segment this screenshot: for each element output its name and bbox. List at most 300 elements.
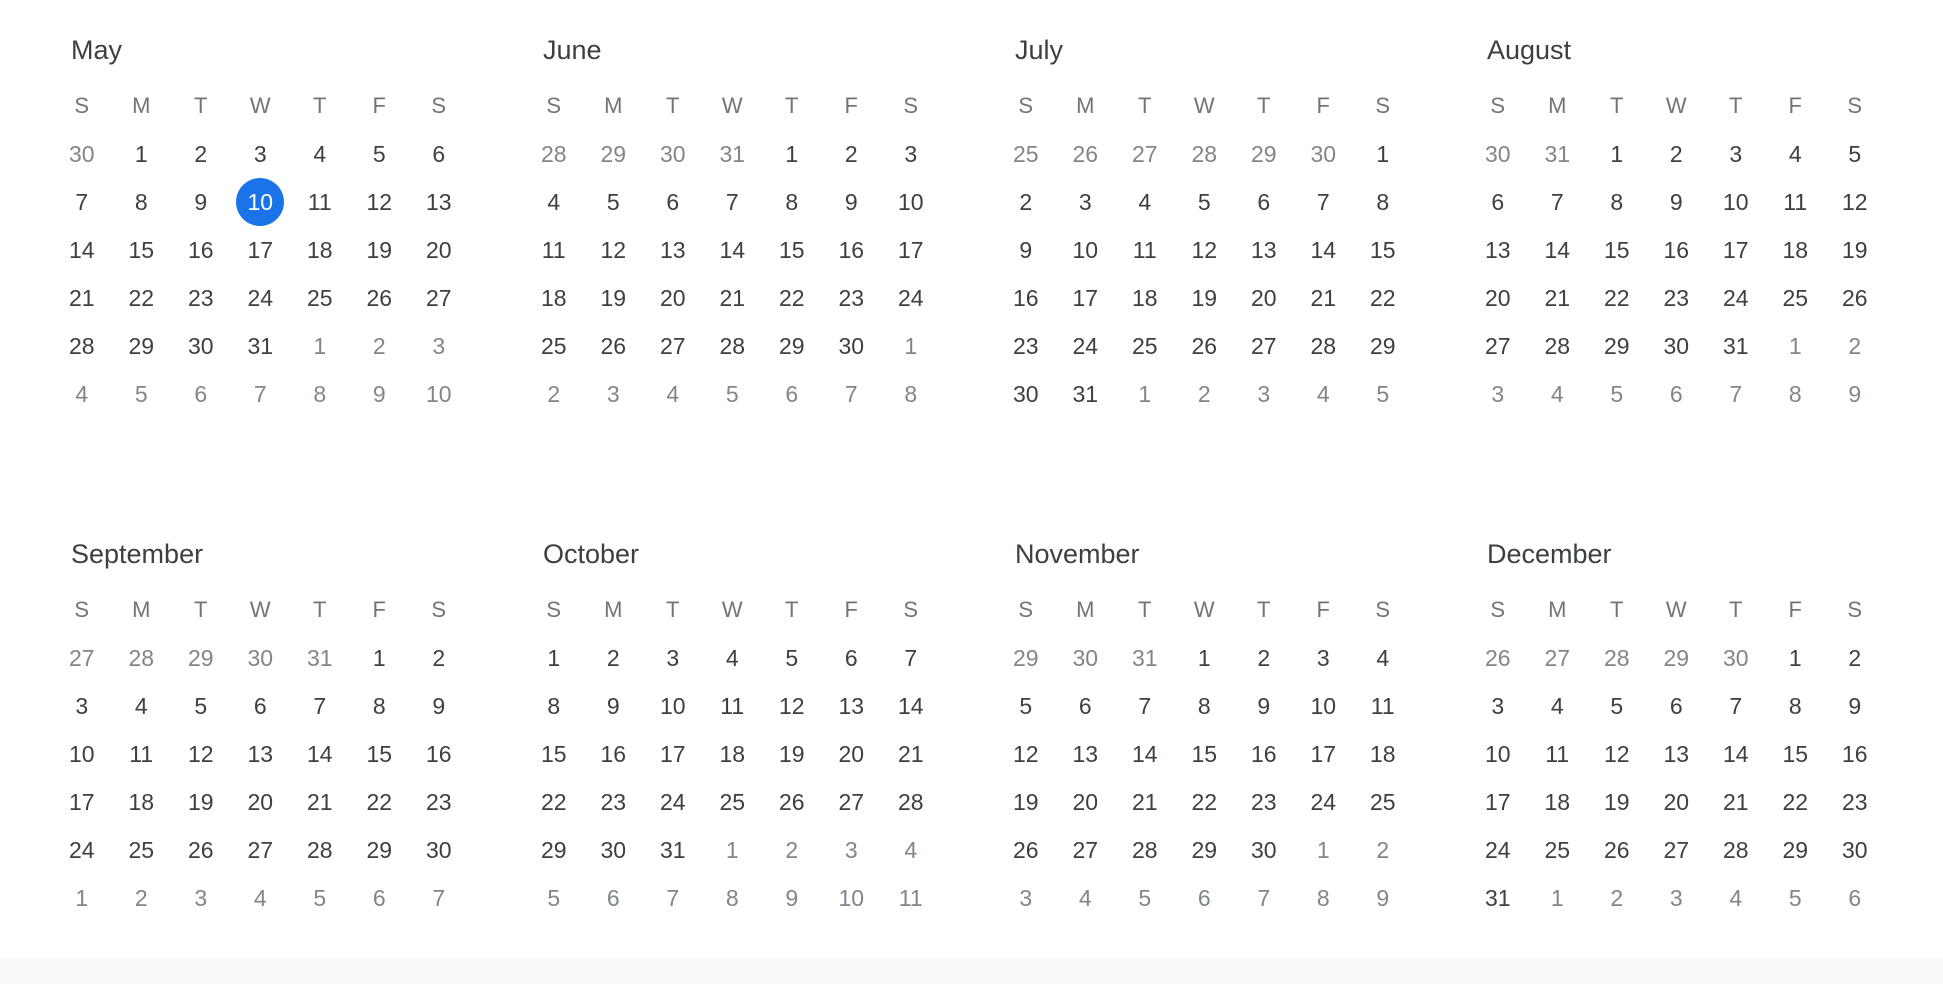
day-cell[interactable]: [996, 682, 1056, 730]
day-cell[interactable]: [409, 682, 469, 730]
day-cell[interactable]: [1587, 322, 1647, 370]
day-cell-other-month[interactable]: [822, 370, 882, 418]
day-cell[interactable]: [1175, 322, 1235, 370]
day-cell-other-month[interactable]: [290, 874, 350, 922]
day-cell-other-month[interactable]: [1766, 370, 1826, 418]
day-cell-other-month[interactable]: [1234, 130, 1294, 178]
day-cell[interactable]: [1766, 730, 1826, 778]
day-cell[interactable]: [1825, 178, 1885, 226]
day-cell[interactable]: [703, 178, 763, 226]
day-cell[interactable]: [762, 730, 822, 778]
day-cell[interactable]: [1706, 130, 1766, 178]
day-cell[interactable]: [1766, 682, 1826, 730]
day-cell-other-month[interactable]: [350, 370, 410, 418]
day-cell[interactable]: [171, 778, 231, 826]
day-cell[interactable]: [290, 178, 350, 226]
day-cell[interactable]: [1468, 322, 1528, 370]
day-cell-other-month[interactable]: [524, 130, 584, 178]
day-cell-other-month[interactable]: [1468, 634, 1528, 682]
day-cell[interactable]: [1825, 226, 1885, 274]
day-cell-other-month[interactable]: [1056, 130, 1116, 178]
day-cell[interactable]: [881, 730, 941, 778]
day-cell[interactable]: [290, 682, 350, 730]
day-cell[interactable]: [1294, 778, 1354, 826]
day-cell-other-month[interactable]: [231, 874, 291, 922]
day-cell[interactable]: [1706, 682, 1766, 730]
day-cell[interactable]: [762, 682, 822, 730]
day-cell-other-month[interactable]: [290, 370, 350, 418]
day-cell[interactable]: [1294, 226, 1354, 274]
day-cell[interactable]: [171, 322, 231, 370]
day-cell[interactable]: [881, 634, 941, 682]
day-cell-other-month[interactable]: [703, 130, 763, 178]
day-cell[interactable]: [584, 178, 644, 226]
day-cell[interactable]: [1468, 178, 1528, 226]
day-cell[interactable]: [52, 682, 112, 730]
day-cell[interactable]: [409, 130, 469, 178]
day-cell[interactable]: [703, 274, 763, 322]
day-cell-other-month[interactable]: [1766, 322, 1826, 370]
day-cell[interactable]: [1294, 322, 1354, 370]
day-cell-other-month[interactable]: [1115, 370, 1175, 418]
day-cell-other-month[interactable]: [996, 130, 1056, 178]
month-title[interactable]: July: [1015, 35, 1064, 65]
day-cell-other-month[interactable]: [1825, 874, 1885, 922]
day-cell[interactable]: [1353, 778, 1413, 826]
day-cell[interactable]: [584, 274, 644, 322]
day-cell[interactable]: [290, 226, 350, 274]
day-cell[interactable]: [643, 634, 703, 682]
day-cell[interactable]: [1647, 274, 1707, 322]
day-cell[interactable]: [1353, 322, 1413, 370]
day-cell[interactable]: [1115, 274, 1175, 322]
day-cell[interactable]: [52, 730, 112, 778]
day-cell[interactable]: [171, 682, 231, 730]
day-cell[interactable]: [1647, 226, 1707, 274]
day-cell[interactable]: [1056, 226, 1116, 274]
day-cell-other-month[interactable]: [1353, 370, 1413, 418]
day-cell-other-month[interactable]: [112, 634, 172, 682]
day-cell[interactable]: [1766, 178, 1826, 226]
day-cell[interactable]: [1468, 226, 1528, 274]
day-cell[interactable]: [1353, 634, 1413, 682]
day-cell[interactable]: [584, 682, 644, 730]
month-title[interactable]: September: [71, 539, 204, 569]
day-cell[interactable]: [171, 130, 231, 178]
day-cell[interactable]: [1234, 778, 1294, 826]
day-cell[interactable]: [524, 634, 584, 682]
day-cell[interactable]: [762, 130, 822, 178]
day-cell[interactable]: [1294, 634, 1354, 682]
day-cell[interactable]: [1234, 322, 1294, 370]
month-title[interactable]: August: [1487, 35, 1572, 65]
day-cell[interactable]: [1234, 634, 1294, 682]
day-cell-other-month[interactable]: [643, 130, 703, 178]
day-cell[interactable]: [52, 226, 112, 274]
day-cell[interactable]: [643, 778, 703, 826]
day-cell-other-month[interactable]: [171, 634, 231, 682]
day-cell[interactable]: [762, 322, 822, 370]
day-cell[interactable]: [524, 682, 584, 730]
day-cell-other-month[interactable]: [1647, 370, 1707, 418]
day-cell[interactable]: [52, 178, 112, 226]
day-cell[interactable]: [171, 730, 231, 778]
day-cell[interactable]: [1294, 274, 1354, 322]
day-cell-other-month[interactable]: [52, 634, 112, 682]
day-cell-other-month[interactable]: [1056, 874, 1116, 922]
day-cell[interactable]: [1175, 634, 1235, 682]
day-cell[interactable]: [290, 274, 350, 322]
day-cell[interactable]: [290, 778, 350, 826]
day-cell[interactable]: [524, 778, 584, 826]
day-cell[interactable]: [1587, 226, 1647, 274]
day-cell[interactable]: [996, 370, 1056, 418]
day-cell-today[interactable]: [231, 178, 291, 226]
day-cell[interactable]: [703, 226, 763, 274]
day-cell[interactable]: [350, 226, 410, 274]
day-cell[interactable]: [350, 826, 410, 874]
day-cell-other-month[interactable]: [996, 874, 1056, 922]
day-cell[interactable]: [881, 130, 941, 178]
day-cell[interactable]: [643, 682, 703, 730]
day-cell[interactable]: [290, 826, 350, 874]
day-cell[interactable]: [524, 322, 584, 370]
day-cell[interactable]: [643, 274, 703, 322]
day-cell[interactable]: [1234, 682, 1294, 730]
day-cell[interactable]: [762, 778, 822, 826]
day-cell[interactable]: [524, 178, 584, 226]
day-cell[interactable]: [1234, 274, 1294, 322]
day-cell-other-month[interactable]: [1706, 370, 1766, 418]
day-cell[interactable]: [703, 730, 763, 778]
day-cell-other-month[interactable]: [881, 874, 941, 922]
day-cell-other-month[interactable]: [703, 826, 763, 874]
day-cell[interactable]: [1468, 778, 1528, 826]
day-cell[interactable]: [1175, 226, 1235, 274]
day-cell[interactable]: [1587, 730, 1647, 778]
day-cell[interactable]: [1175, 826, 1235, 874]
day-cell[interactable]: [112, 322, 172, 370]
day-cell[interactable]: [112, 682, 172, 730]
day-cell[interactable]: [822, 634, 882, 682]
day-cell-other-month[interactable]: [1234, 370, 1294, 418]
day-cell[interactable]: [1587, 274, 1647, 322]
day-cell[interactable]: [996, 826, 1056, 874]
day-cell-other-month[interactable]: [1115, 130, 1175, 178]
day-cell[interactable]: [290, 730, 350, 778]
day-cell[interactable]: [1647, 130, 1707, 178]
day-cell[interactable]: [881, 274, 941, 322]
day-cell-other-month[interactable]: [881, 826, 941, 874]
day-cell[interactable]: [231, 226, 291, 274]
day-cell[interactable]: [881, 226, 941, 274]
day-cell[interactable]: [524, 730, 584, 778]
day-cell[interactable]: [350, 178, 410, 226]
day-cell[interactable]: [584, 226, 644, 274]
day-cell[interactable]: [996, 274, 1056, 322]
day-cell-other-month[interactable]: [409, 322, 469, 370]
day-cell[interactable]: [996, 778, 1056, 826]
day-cell[interactable]: [409, 778, 469, 826]
day-cell-other-month[interactable]: [1294, 370, 1354, 418]
day-cell-other-month[interactable]: [1528, 874, 1588, 922]
day-cell[interactable]: [1056, 826, 1116, 874]
day-cell[interactable]: [171, 226, 231, 274]
day-cell[interactable]: [1706, 274, 1766, 322]
day-cell[interactable]: [881, 778, 941, 826]
day-cell-other-month[interactable]: [703, 874, 763, 922]
day-cell-other-month[interactable]: [1294, 130, 1354, 178]
day-cell[interactable]: [762, 634, 822, 682]
day-cell[interactable]: [1825, 274, 1885, 322]
day-cell[interactable]: [1528, 730, 1588, 778]
day-cell[interactable]: [822, 226, 882, 274]
day-cell[interactable]: [1353, 730, 1413, 778]
day-cell[interactable]: [1115, 826, 1175, 874]
month-title[interactable]: June: [543, 35, 602, 65]
day-cell[interactable]: [1234, 226, 1294, 274]
day-cell[interactable]: [1825, 826, 1885, 874]
day-cell[interactable]: [643, 178, 703, 226]
day-cell[interactable]: [1175, 682, 1235, 730]
day-cell[interactable]: [52, 322, 112, 370]
day-cell[interactable]: [112, 730, 172, 778]
day-cell[interactable]: [584, 634, 644, 682]
day-cell[interactable]: [1825, 634, 1885, 682]
day-cell[interactable]: [822, 274, 882, 322]
day-cell[interactable]: [996, 322, 1056, 370]
day-cell[interactable]: [1294, 730, 1354, 778]
day-cell-other-month[interactable]: [1353, 826, 1413, 874]
day-cell-other-month[interactable]: [524, 370, 584, 418]
day-cell[interactable]: [1528, 226, 1588, 274]
day-cell[interactable]: [350, 778, 410, 826]
day-cell[interactable]: [231, 274, 291, 322]
day-cell[interactable]: [1353, 130, 1413, 178]
day-cell[interactable]: [703, 634, 763, 682]
day-cell[interactable]: [703, 322, 763, 370]
day-cell-other-month[interactable]: [409, 874, 469, 922]
day-cell-other-month[interactable]: [1587, 370, 1647, 418]
day-cell[interactable]: [822, 130, 882, 178]
day-cell-other-month[interactable]: [762, 370, 822, 418]
day-cell-other-month[interactable]: [1468, 370, 1528, 418]
day-cell[interactable]: [1528, 178, 1588, 226]
month-title[interactable]: October: [543, 539, 640, 569]
day-cell[interactable]: [996, 226, 1056, 274]
day-cell-other-month[interactable]: [171, 370, 231, 418]
day-cell[interactable]: [350, 730, 410, 778]
day-cell[interactable]: [762, 274, 822, 322]
day-cell[interactable]: [1587, 178, 1647, 226]
day-cell[interactable]: [350, 130, 410, 178]
day-cell[interactable]: [409, 226, 469, 274]
day-cell-other-month[interactable]: [52, 370, 112, 418]
day-cell-other-month[interactable]: [350, 874, 410, 922]
day-cell[interactable]: [1528, 826, 1588, 874]
day-cell[interactable]: [584, 778, 644, 826]
day-cell[interactable]: [1175, 178, 1235, 226]
day-cell[interactable]: [996, 730, 1056, 778]
day-cell[interactable]: [1294, 682, 1354, 730]
day-cell-other-month[interactable]: [1175, 874, 1235, 922]
day-cell[interactable]: [112, 130, 172, 178]
day-cell[interactable]: [1647, 322, 1707, 370]
day-cell-other-month[interactable]: [584, 130, 644, 178]
day-cell[interactable]: [1587, 130, 1647, 178]
day-cell-other-month[interactable]: [1234, 874, 1294, 922]
day-cell-other-month[interactable]: [1528, 370, 1588, 418]
day-cell-other-month[interactable]: [290, 322, 350, 370]
day-cell[interactable]: [1056, 730, 1116, 778]
day-cell[interactable]: [1587, 778, 1647, 826]
day-cell[interactable]: [1353, 274, 1413, 322]
day-cell[interactable]: [762, 178, 822, 226]
day-cell[interactable]: [409, 826, 469, 874]
day-cell-other-month[interactable]: [881, 322, 941, 370]
day-cell[interactable]: [1056, 178, 1116, 226]
day-cell[interactable]: [822, 178, 882, 226]
day-cell[interactable]: [881, 178, 941, 226]
day-cell-other-month[interactable]: [231, 370, 291, 418]
day-cell[interactable]: [1468, 274, 1528, 322]
day-cell[interactable]: [52, 778, 112, 826]
day-cell[interactable]: [52, 274, 112, 322]
day-cell-other-month[interactable]: [231, 634, 291, 682]
day-cell[interactable]: [524, 826, 584, 874]
day-cell[interactable]: [1825, 730, 1885, 778]
day-cell[interactable]: [1056, 370, 1116, 418]
day-cell[interactable]: [1234, 826, 1294, 874]
day-cell[interactable]: [1175, 730, 1235, 778]
day-cell[interactable]: [1528, 322, 1588, 370]
day-cell[interactable]: [584, 730, 644, 778]
day-cell-other-month[interactable]: [409, 370, 469, 418]
day-cell[interactable]: [231, 730, 291, 778]
day-cell-other-month[interactable]: [1294, 874, 1354, 922]
day-cell-other-month[interactable]: [996, 634, 1056, 682]
day-cell[interactable]: [1468, 874, 1528, 922]
day-cell[interactable]: [350, 274, 410, 322]
day-cell[interactable]: [409, 634, 469, 682]
day-cell[interactable]: [1766, 826, 1826, 874]
day-cell[interactable]: [231, 778, 291, 826]
day-cell-other-month[interactable]: [350, 322, 410, 370]
day-cell-other-month[interactable]: [52, 874, 112, 922]
day-cell[interactable]: [1468, 682, 1528, 730]
day-cell-other-month[interactable]: [171, 874, 231, 922]
day-cell-other-month[interactable]: [1175, 370, 1235, 418]
day-cell[interactable]: [1706, 778, 1766, 826]
day-cell[interactable]: [171, 826, 231, 874]
day-cell[interactable]: [1706, 826, 1766, 874]
day-cell[interactable]: [524, 226, 584, 274]
day-cell[interactable]: [1706, 730, 1766, 778]
day-cell[interactable]: [290, 130, 350, 178]
day-cell[interactable]: [996, 178, 1056, 226]
day-cell-other-month[interactable]: [1587, 634, 1647, 682]
day-cell[interactable]: [822, 730, 882, 778]
day-cell[interactable]: [1587, 682, 1647, 730]
day-cell[interactable]: [584, 322, 644, 370]
day-cell[interactable]: [822, 778, 882, 826]
month-title[interactable]: May: [71, 35, 123, 65]
day-cell[interactable]: [762, 226, 822, 274]
day-cell-other-month[interactable]: [643, 370, 703, 418]
day-cell-other-month[interactable]: [524, 874, 584, 922]
day-cell[interactable]: [1766, 226, 1826, 274]
day-cell[interactable]: [1234, 730, 1294, 778]
day-cell[interactable]: [1587, 826, 1647, 874]
day-cell[interactable]: [231, 322, 291, 370]
day-cell-other-month[interactable]: [822, 874, 882, 922]
day-cell[interactable]: [231, 130, 291, 178]
day-cell[interactable]: [1647, 178, 1707, 226]
day-cell-other-month[interactable]: [112, 370, 172, 418]
day-cell[interactable]: [231, 826, 291, 874]
day-cell[interactable]: [1528, 274, 1588, 322]
day-cell[interactable]: [112, 274, 172, 322]
day-cell-other-month[interactable]: [762, 874, 822, 922]
day-cell[interactable]: [231, 682, 291, 730]
day-cell-other-month[interactable]: [1056, 634, 1116, 682]
day-cell[interactable]: [1175, 778, 1235, 826]
day-cell-other-month[interactable]: [1706, 874, 1766, 922]
day-cell[interactable]: [1468, 826, 1528, 874]
day-cell[interactable]: [1353, 178, 1413, 226]
day-cell[interactable]: [1825, 778, 1885, 826]
day-cell[interactable]: [1056, 778, 1116, 826]
day-cell-other-month[interactable]: [1647, 874, 1707, 922]
day-cell[interactable]: [643, 730, 703, 778]
day-cell[interactable]: [1353, 682, 1413, 730]
day-cell[interactable]: [1115, 226, 1175, 274]
day-cell[interactable]: [822, 322, 882, 370]
day-cell[interactable]: [1647, 778, 1707, 826]
day-cell[interactable]: [1115, 778, 1175, 826]
day-cell[interactable]: [1234, 178, 1294, 226]
day-cell[interactable]: [1825, 130, 1885, 178]
day-cell[interactable]: [1056, 682, 1116, 730]
day-cell[interactable]: [112, 778, 172, 826]
day-cell-other-month[interactable]: [1175, 130, 1235, 178]
day-cell-other-month[interactable]: [290, 634, 350, 682]
day-cell[interactable]: [1825, 682, 1885, 730]
day-cell[interactable]: [409, 274, 469, 322]
day-cell-other-month[interactable]: [584, 370, 644, 418]
day-cell[interactable]: [1766, 274, 1826, 322]
day-cell[interactable]: [1766, 634, 1826, 682]
day-cell-other-month[interactable]: [1468, 130, 1528, 178]
day-cell[interactable]: [1766, 778, 1826, 826]
day-cell[interactable]: [1056, 322, 1116, 370]
day-cell[interactable]: [1528, 778, 1588, 826]
day-cell[interactable]: [643, 322, 703, 370]
day-cell-other-month[interactable]: [1294, 826, 1354, 874]
day-cell[interactable]: [1353, 226, 1413, 274]
day-cell[interactable]: [822, 682, 882, 730]
month-title[interactable]: November: [1015, 539, 1140, 569]
day-cell[interactable]: [112, 178, 172, 226]
day-cell[interactable]: [350, 682, 410, 730]
day-cell-other-month[interactable]: [1528, 634, 1588, 682]
day-cell[interactable]: [643, 226, 703, 274]
day-cell[interactable]: [1706, 322, 1766, 370]
day-cell[interactable]: [1647, 730, 1707, 778]
day-cell-other-month[interactable]: [1825, 322, 1885, 370]
day-cell[interactable]: [1766, 130, 1826, 178]
month-title[interactable]: December: [1487, 539, 1612, 569]
